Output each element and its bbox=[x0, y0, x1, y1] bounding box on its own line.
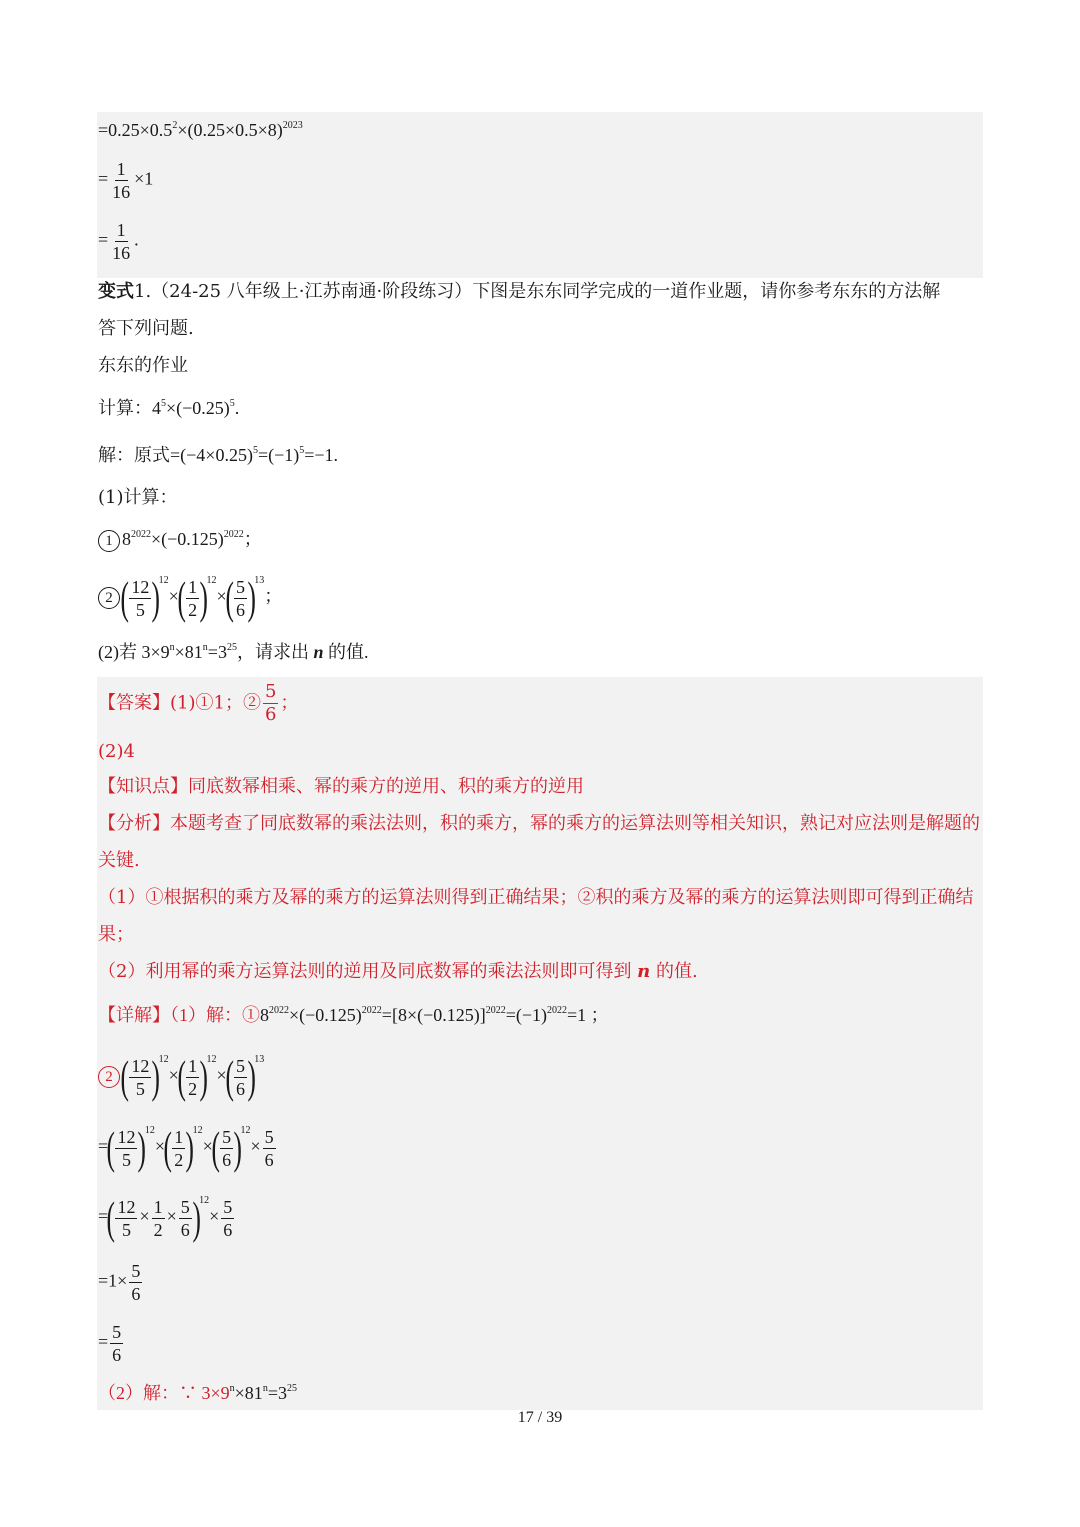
analysis-point-2: （2）利用幂的乘方运算法则的逆用及同底数幂的乘法法则即可得到 n 的值. bbox=[98, 961, 698, 982]
calc-line: 计算：$4^5\times(-0.25)^5$. bbox=[98, 398, 240, 418]
detail-step-2: =( $\frac{12}{5}$ )$^{12}$×( $\frac{1}{2}$ )$^{12}$×( $\frac{5}{6}$ )$^{12}$× $\frac{5}{6}$ bbox=[98, 1122, 274, 1173]
homework-title: 东东的作业 bbox=[98, 355, 188, 376]
analysis-point-1: （1）①根据积的乘方及幂的乘方的运算法则得到正确结果；②积的乘方及幂的乘方的运算法则即可得到正确结果； bbox=[98, 887, 974, 945]
question-1: 1 $8^{2022}\times(-0.125)^{2022}$； bbox=[98, 527, 262, 552]
circle-1-icon: 1 bbox=[98, 530, 120, 552]
problem-line-1: 变式1.（24-25 八年级上·江苏南通·阶段练习）下图是东东同学完成的一道作业题，请你参考东东的方法解 bbox=[98, 281, 941, 302]
detail-part2: （2）解：∵ $3\times 9^n\times 81^n=3^{25}$ bbox=[98, 1383, 297, 1403]
detail-step-3: =( $\frac{12}{5}$ × $\frac{1}{2}$ × $\frac{5}{6}$ )$^{12}$× $\frac{5}{6}$ bbox=[98, 1192, 233, 1243]
analysis-paragraph: 【分析】本题考查了同底数幂的乘法法则，积的乘方，幂的乘方的运算法则等相关知识，熟记对应法则是解题的关键. bbox=[98, 813, 980, 871]
circle-2-red-icon: 2 bbox=[98, 1066, 120, 1088]
knowledge-line: 【知识点】同底数幂相乘、幂的乘方的逆用、积的乘方的逆用 bbox=[98, 776, 584, 797]
page-number: 17 / 39 bbox=[517, 1409, 563, 1426]
solution-line: 解：原式$=(-4\times 0.25)^5=(-1)^5=-1$. bbox=[98, 445, 339, 465]
step-line-1: $=0.25\times 0.5^2\times(0.25\times 0.5\times 8)^{2023}$ bbox=[98, 120, 303, 140]
problem-line-2: 答下列问题. bbox=[98, 318, 194, 339]
question-2: 2 ( $\frac{12}{5}$ )$^{12}$×( $\frac{1}{2}$ )$^{12}$×( $\frac{5}{6}$ )$^{13}$； bbox=[98, 573, 282, 623]
problem-label: 变式 bbox=[98, 281, 134, 302]
answer-part2: (2)4 bbox=[98, 741, 135, 762]
circle-2-icon: 2 bbox=[98, 587, 120, 609]
step-line-2: = $\frac{1}{16}$ ×1 bbox=[98, 159, 154, 202]
step-line-3: = $\frac{1}{16}$ . bbox=[98, 220, 139, 263]
detail-step-4: =1× $\frac{5}{6}$ bbox=[98, 1261, 141, 1304]
detail-step-5: = $\frac{5}{6}$ bbox=[98, 1322, 122, 1365]
part1-label: (1)计算： bbox=[98, 487, 178, 508]
part2-question: (2)若 $3\times 9^n\times 81^n=3^{25}$，请求出 n 的值. bbox=[98, 642, 369, 662]
detail-step-1: 2 ( $\frac{12}{5}$ )$^{12}$×( $\frac{1}{2}$ )$^{12}$×( $\frac{5}{6}$ )$^{13}$ bbox=[98, 1052, 264, 1102]
answer-line: 【答案】(1)①1；② $\frac{5}{6}$ ； bbox=[98, 681, 299, 725]
detail-line-1: 【详解】（1）解：$①8^{2022}\times(-0.125)^{2022}=[8\times(-0.125)]^{2022}=(-1)^{2022}=1$ ； bbox=[98, 1005, 609, 1025]
